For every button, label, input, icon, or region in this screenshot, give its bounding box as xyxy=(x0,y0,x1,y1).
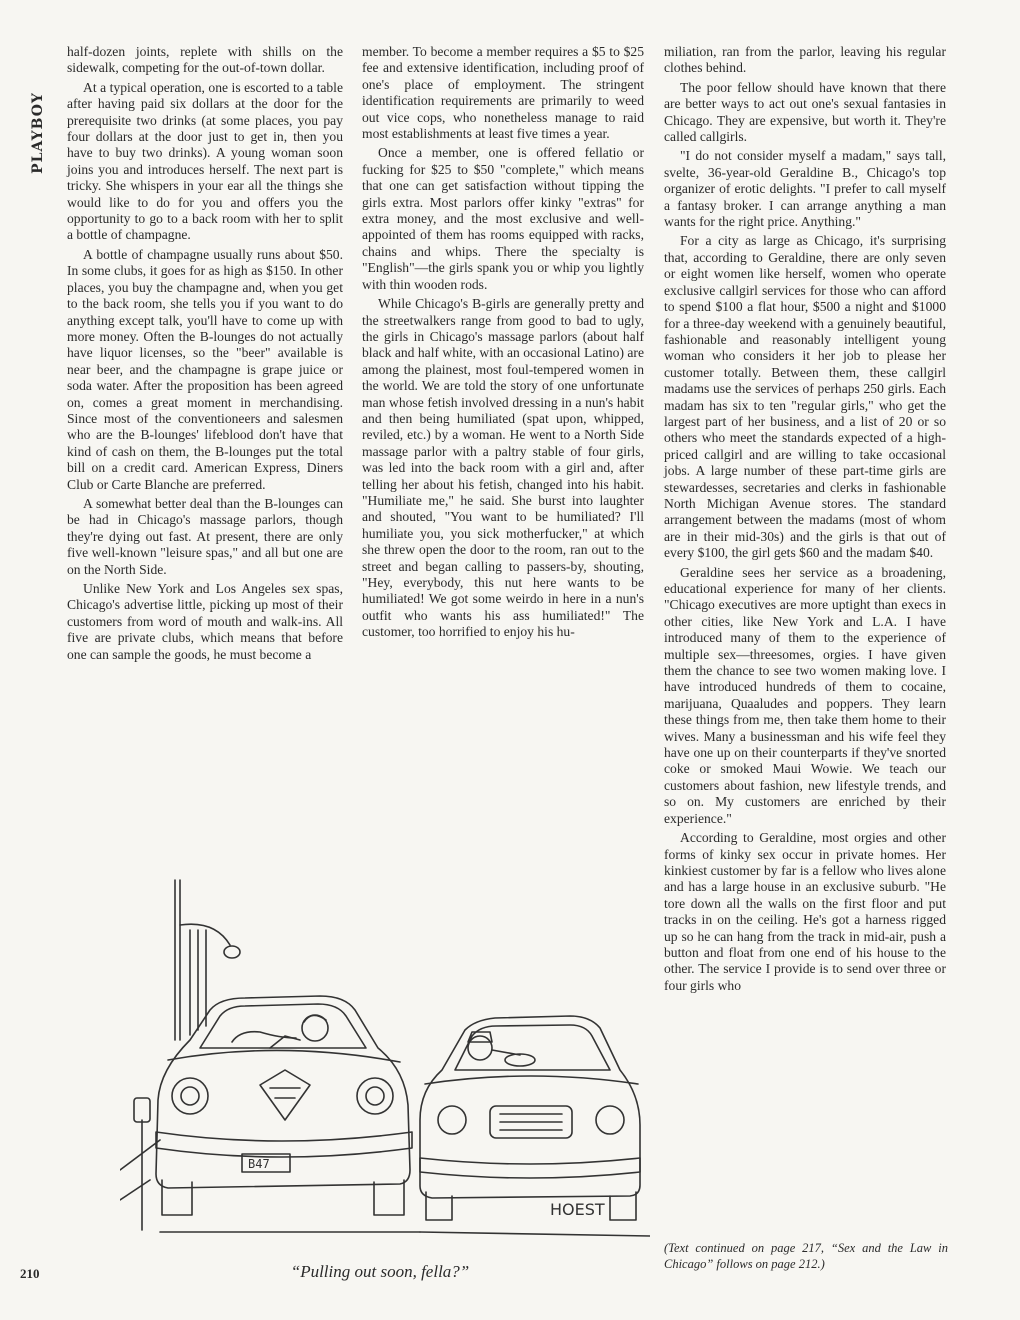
continuation-note: (Text continued on page 217, “Sex and the Law in Chicago” follows on page 212.) xyxy=(664,1241,948,1271)
paragraph: Geraldine sees her service as a broadening, educational experience for many of her clients. "Chicago executives are more uptight than execs in other cities, like New York and L.A. I have introduced many of them to the experience of multiple sex—threesomes, orgies. I have given them the chance to see two women making love. I have introduced hundreds of them to cocaine, marijuana, Quaaludes and poppers. They learn these things from me, then take them home to their wives. Many a businessman and his wife feel they have one up on their counterparts if they've snorted coke or smoked Maui Wowie. We teach our customers about fashion, new lifestyle trends, and so on. My customers are enriched by their experience." xyxy=(664,564,946,826)
cartoon-caption: “Pulling out soon, fella?” xyxy=(290,1262,470,1281)
column-1 xyxy=(67,44,343,666)
cartoonist-signature: HOEST xyxy=(550,1200,605,1219)
paragraph: miliation, ran from the parlor, leaving his regular clothes behind. xyxy=(664,44,946,76)
paragraph: A bottle of champagne usually runs about $50. In some clubs, it goes for as high as $150. In other places, you buy the champagne and, when you get to the back room, she tells you if you want to do anything except talk, you'll have to come up with more money. Often the B-lounges do not actually have liquor licenses, so the "beer" available is near beer, and the champagne is grape juice or soda water. After the proposition has been agreed on, comes a great moment in merchandising. Since most of the conventioneers and salesmen who are the B-lounges' lifeblood don't have that kind of cash on them, the B-lounges put the total bill on a credit card. American Express, Diners Club or Carte Blanche are preferred. xyxy=(67,246,343,492)
column-3 xyxy=(664,44,946,997)
paragraph: While Chicago's B-girls are generally pretty and the streetwalkers range from good to bad to ugly, the girls in Chicago's massage parlors (about half black and half white, with an occasional Latino) are among the plainest, most foul-tempered women in the world. We are told the story of one unfortunate man whose fetish involved dressing in a nun's habit and then being humiliated (spat upon, whipped, reviled, etc.) by a woman. He went to a North Side massage parlor with a paltry stable of four girls, was led into the back room with a girl and, after telling her about his fetish, changed into his habit. "Humiliate me," he said. She burst into laughter and shouted, "You want to be humiliated? I'll humiliate you, you sick motherfucker," at which she threw open the door to the room, ran out to the street and began calling to passers-by, shouting, "Hey, everybody, this nut here wants to be humiliated! We got some weirdo in here in a nun's outfit who wants his ass humiliated!" The customer, too horrified to enjoy his hu- xyxy=(362,296,644,640)
magazine-side-label xyxy=(30,50,46,270)
paragraph: A somewhat better deal than the B-lounges can be had in Chicago's massage parlors, though they're dying out fast. At present, there are only five well-known "leisure spas," and all but one are on the North Side. xyxy=(67,495,343,577)
paragraph: At a typical operation, one is escorted to a table after having paid six dollars at the door for the prerequisite two drinks (at some places, you pay four dollars at the door just to get in, then you have to buy two drinks). A young woman soon joins you and introduces herself. The next part is tricky. She whispers in your ear all the things she would like to do for you and offers you the opportunity to go to a back room with her to split a bottle of champagne. xyxy=(67,79,343,243)
paragraph: half-dozen joints, replete with shills on the sidewalk, competing for the out-of-town dollar. xyxy=(67,44,343,76)
paragraph: "I do not consider myself a madam," says tall, svelte, 36-year-old Geraldine B., Chicago's top organizer of erotic delights. "I prefer to call myself a fantasy broker. I can arrange anything a man wants for the right price. Anything." xyxy=(664,148,946,230)
column-2 xyxy=(362,44,644,644)
paragraph: For a city as large as Chicago, it's surprising that, according to Geraldine, there are only seven or eight women like herself, women who operate exclusive callgirl services for those who can afford to spend $100 a flat hour, $500 a night and $1000 for a three-day weekend with a genuinely beautiful, fashionable and reasonably intelligent young woman who considers it her job to please her customer totally. Between them, these callgirl madams use the services of perhaps 250 girls. Each madam has six to ten "regular girls," who get the largest part of her business, and a list of 20 or so others who meet the standards expected of a high-priced callgirl and are willing to take occasional jobs. A large number of these part-time girls are stewardesses, secretaries and clerks in fashionable North Michigan Avenue stores. The standard arrangement between the madams (most of whom are in their mid-30s) and the girls is that out of every $100, the girl gets $60 and the madam $40. xyxy=(664,233,946,561)
paragraph: Unlike New York and Los Angeles sex spas, Chicago's advertise little, picking up most of their customers from word of mouth and walk-ins. All five are private clubs, which means that before one can sample the goods, he must become a xyxy=(67,581,343,662)
side-label-text: PLAYBOY xyxy=(30,92,46,174)
paragraph: According to Geraldine, most orgies and other forms of kinky sex occur in private homes. Her kinkiest customer by far is a fellow who lives alone and has a large house in an exclusive suburb. "He tore down all the walls on the first floor and put tracks in on the ceiling. He's got a harness rigged up so he can hang from the track in mid-air, push a button and float from one end of his house to the other. The service I provide is to send over three or four girls who xyxy=(664,830,946,993)
paragraph: Once a member, one is offered fellatio or fucking for $25 to $50 "complete," which means that one can get satisfaction without tipping the girls extra. Most parlors offer kinky "extras" for extra money, and the most exclusive and well-appointed of them has rooms equipped with racks, chains and whips. There the specialty is "English"—the girls spank you or whip you lightly with thin wooden rods. xyxy=(362,145,644,292)
cartoon-illustration xyxy=(120,870,650,1250)
license-plate-text: B47 xyxy=(248,1157,270,1171)
page-number: 210 xyxy=(20,1266,40,1281)
paragraph: The poor fellow should have known that there are better ways to act out one's sexual fantasies in Chicago. They are expensive, but worth it. They're called callgirls. xyxy=(664,79,946,145)
paragraph: member. To become a member requires a $5 to $25 fee and extensive identification, including proof of one's place of employment. The stringent identification requirements are primarily to weed out vice cops, who nonetheless manage to raid most establishments at least five times a year. xyxy=(362,44,644,142)
